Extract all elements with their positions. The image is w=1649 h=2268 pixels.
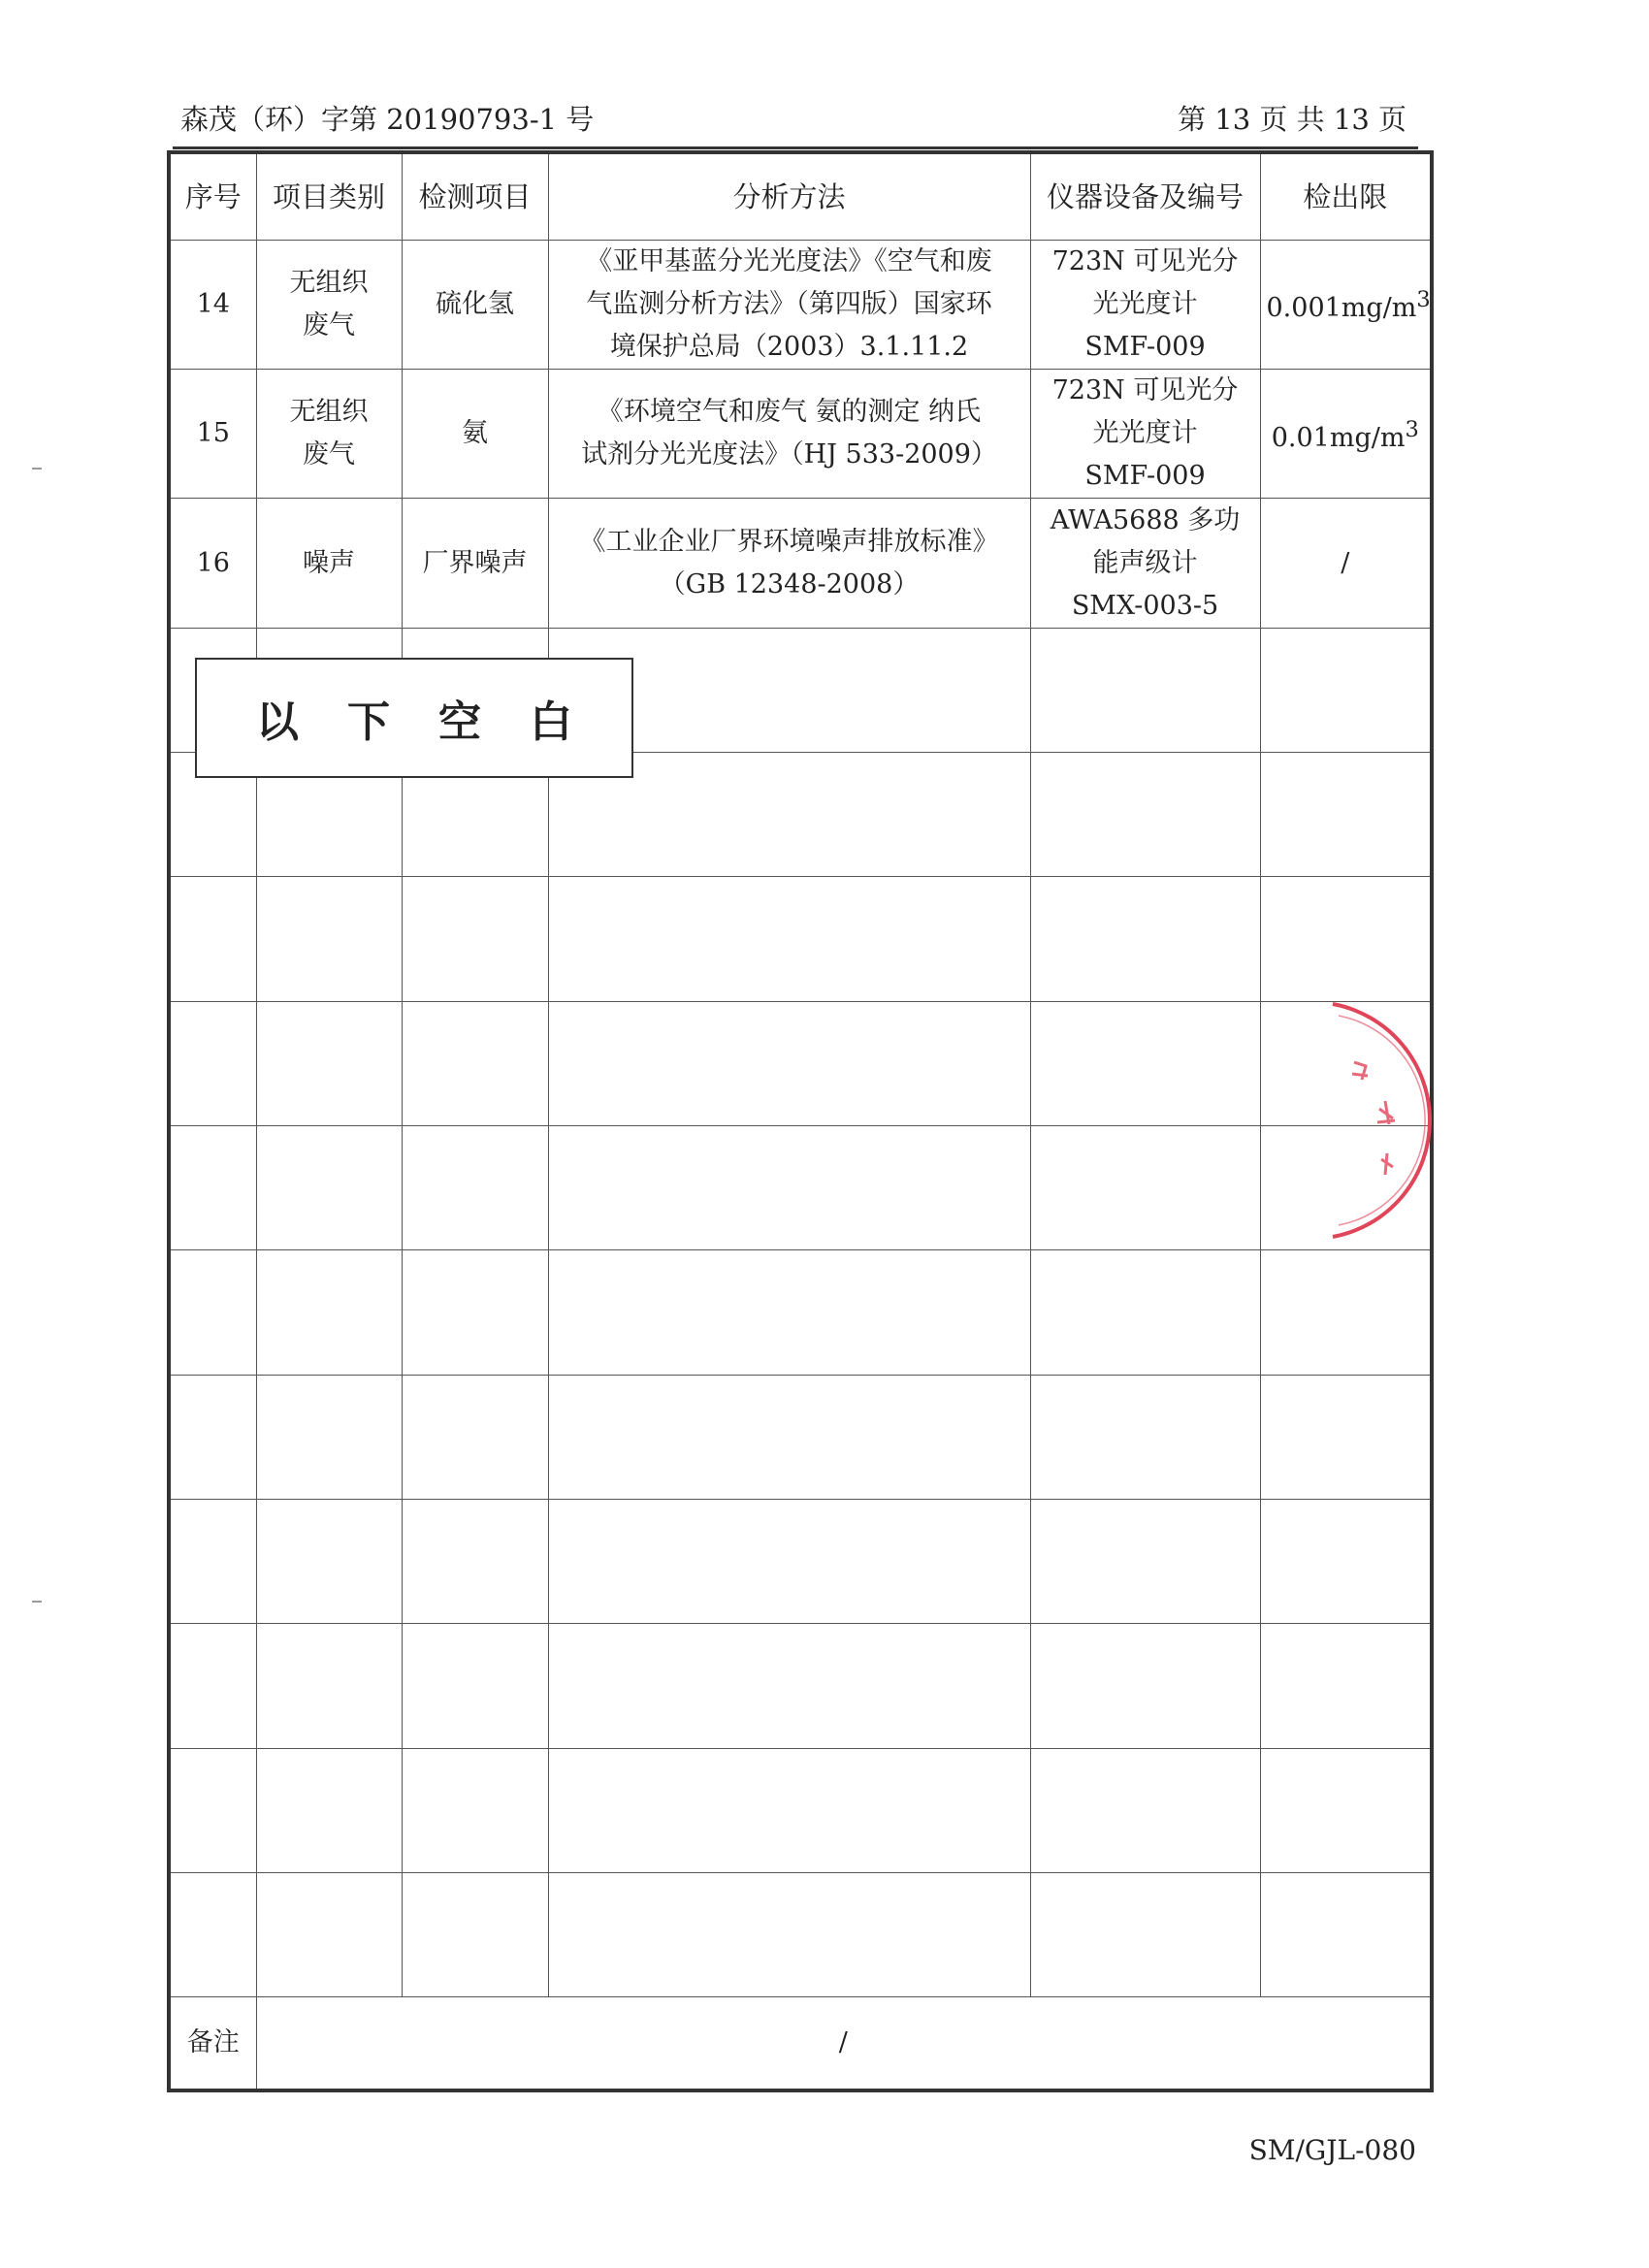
- instrument-line: 723N 可见光分: [1051, 375, 1239, 406]
- table-row-blank: [169, 1872, 1432, 1996]
- category-line: 无组织: [289, 267, 369, 298]
- category-line: 废气: [303, 439, 355, 470]
- limit-value: 0.01mg/m: [1271, 422, 1406, 453]
- cell-item: 氨: [402, 370, 548, 499]
- cell-item: 硫化氢: [402, 240, 548, 369]
- table-row: [169, 499, 1432, 628]
- detection-methods-table: [167, 150, 1434, 2092]
- cell-category: [256, 240, 402, 369]
- table-row-blank: [169, 1748, 1432, 1872]
- table-row-blank: [169, 1250, 1432, 1375]
- cell-limit: [1260, 370, 1432, 499]
- table-row-blank: [169, 1499, 1432, 1623]
- column-header-item: 检测项目: [402, 152, 548, 240]
- remark-value: /: [256, 1997, 1432, 2090]
- cell-limit: /: [1260, 499, 1432, 628]
- table-row-blank: [169, 1375, 1432, 1499]
- cell-category: 噪声: [256, 499, 402, 628]
- blank-below-stamp: 以下空白: [195, 658, 633, 778]
- category-line: 废气: [303, 309, 355, 340]
- table-row-blank: [169, 1125, 1432, 1249]
- table-row: [169, 240, 1432, 369]
- cell-instrument: [1030, 240, 1260, 369]
- cell-item: 厂界噪声: [402, 499, 548, 628]
- column-header-limit: 检出限: [1260, 152, 1432, 240]
- method-line: 《环境空气和废气 氨的测定 纳氏: [597, 397, 982, 428]
- cell-no: 15: [169, 370, 256, 499]
- cell-instrument: [1030, 370, 1260, 499]
- method-line: 试剂分光光度法》（HJ 533-2009）: [581, 439, 997, 470]
- cell-instrument: [1030, 499, 1260, 628]
- table-row-blank: [169, 1001, 1432, 1125]
- instrument-line: 光光度计: [1092, 288, 1198, 319]
- limit-value: 0.001mg/m: [1266, 293, 1417, 324]
- column-header-category: 项目类别: [256, 152, 402, 240]
- instrument-line: SMX-003-5: [1071, 590, 1219, 621]
- cell-method: [548, 240, 1030, 369]
- instrument-line: 723N 可见光分: [1051, 245, 1239, 276]
- form-code: SM/GJL-080: [1248, 2134, 1416, 2166]
- instrument-line: 光光度计: [1092, 418, 1198, 449]
- instrument-line: SMF-009: [1084, 331, 1206, 362]
- page-info: 第 13 页 共 13 页: [1178, 103, 1406, 136]
- column-header-instrument: 仪器设备及编号: [1030, 152, 1260, 240]
- scan-mark: [32, 468, 42, 470]
- column-header-no: 序号: [169, 152, 256, 240]
- cell-no: 14: [169, 240, 256, 369]
- page-header: [173, 92, 1418, 149]
- column-header-method: 分析方法: [548, 152, 1030, 240]
- limit-exponent: 3: [1405, 416, 1419, 442]
- remark-label: 备注: [169, 1997, 256, 2090]
- table-row-blank: [169, 877, 1432, 1001]
- method-line: 境保护总局（2003）3.1.11.2: [609, 331, 969, 362]
- method-line: 《亚甲基蓝分光光度法》《空气和废: [586, 245, 992, 276]
- method-line: （GB 12348-2008）: [659, 568, 920, 599]
- cell-category: [256, 370, 402, 499]
- limit-exponent: 3: [1416, 287, 1431, 313]
- table-row: [169, 370, 1432, 499]
- cell-method: [548, 499, 1030, 628]
- category-line: 无组织: [289, 397, 369, 428]
- cell-limit: [1260, 240, 1432, 369]
- method-line: 《工业企业厂界环境噪声排放标准》: [579, 526, 999, 557]
- remark-row: [169, 1997, 1432, 2090]
- table-row-blank: [169, 1624, 1432, 1748]
- instrument-line: 能声级计: [1092, 547, 1198, 578]
- instrument-line: AWA5688 多功: [1050, 504, 1241, 535]
- instrument-line: SMF-009: [1084, 461, 1206, 492]
- cell-no: 16: [169, 499, 256, 628]
- seal-stamp-icon: [1304, 994, 1439, 1247]
- table-header-row: [169, 152, 1432, 240]
- method-line: 气监测分析方法》（第四版）国家环: [586, 288, 992, 319]
- cell-method: [548, 370, 1030, 499]
- report-number: 森茂（环）字第 20190793-1 号: [180, 103, 595, 136]
- scan-mark: [32, 1601, 42, 1603]
